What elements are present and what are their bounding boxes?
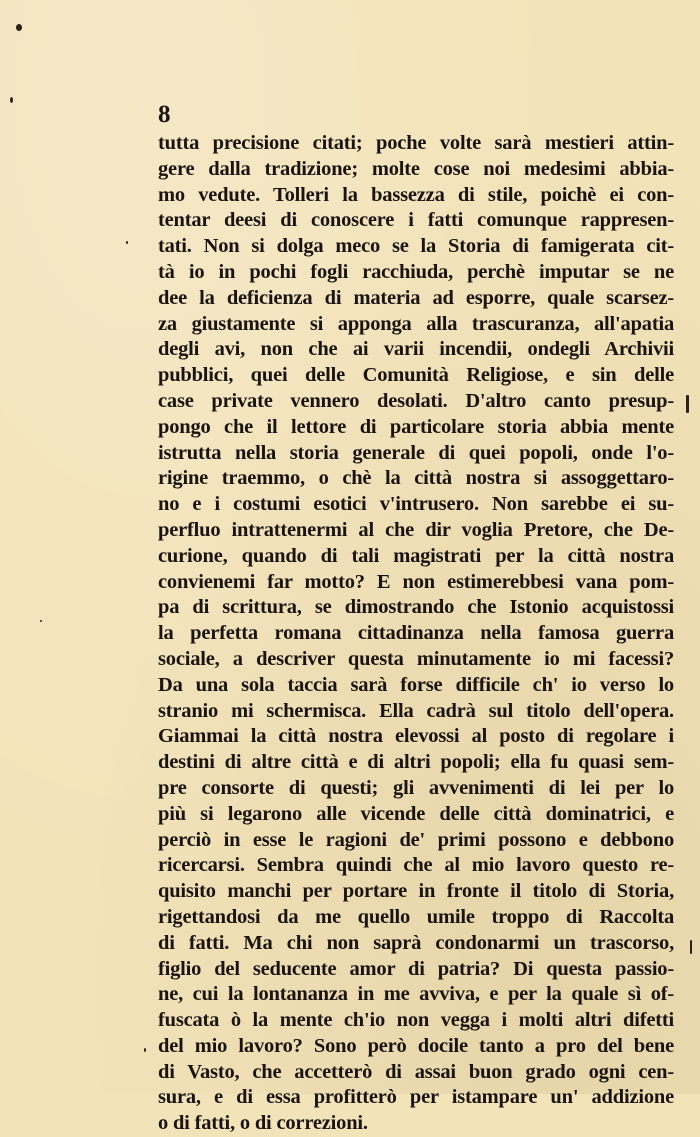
scan-speck bbox=[686, 395, 689, 413]
text-line: Da una sola taccia sarà forse difficile ch' io verso lo bbox=[158, 673, 674, 696]
text-line: ne, cui la lontananza in me avviva, e per la quale sì of- bbox=[158, 983, 674, 1006]
text-line: perciò in esse le ragioni de' primi possono e debbono bbox=[158, 828, 674, 851]
text-line: di fatti. Ma chi non saprà condonarmi un trascorso, bbox=[158, 931, 674, 954]
text-line: quisito manchi per portare in fronte il titolo di Storia, bbox=[158, 880, 674, 903]
text-line: o di fatti, o di correzioni. bbox=[158, 1112, 368, 1135]
text-line: tutta precisione citati; poche volte sarà mestieri attin- bbox=[158, 132, 674, 154]
text-line: rigine traemmo, o chè la città nostra si assoggettaro- bbox=[158, 467, 674, 490]
text-line: tati. Non si dolga meco se la Storia di famigerata cit- bbox=[158, 235, 674, 258]
text-line: tentar deesi di conoscere i fatti comunque rappresen- bbox=[158, 209, 674, 232]
text-line: convienemi far motto? E non estimerebbesi vana pom- bbox=[158, 570, 674, 593]
text-line: tà io in pochi fogli racchiuda, perchè imputar se ne bbox=[158, 260, 674, 283]
scan-speck bbox=[40, 620, 42, 622]
text-line: istrutta nella storia generale di quei popoli, onde l'o- bbox=[158, 441, 674, 464]
text-line: dee la deficienza di materia ad esporre, quale scarsez- bbox=[158, 286, 674, 309]
text-line: Giammai la città nostra elevossi al posto di regolare i bbox=[158, 725, 674, 748]
text-line: no e i costumi esotici v'intrusero. Non sarebbe ei su- bbox=[158, 493, 674, 516]
text-line: rigettandosi da me quello umile troppo di Raccolta bbox=[158, 905, 674, 928]
scan-speck bbox=[126, 241, 128, 244]
text-line: più si legarono alle vicende delle città dominatrici, e bbox=[158, 802, 674, 825]
scan-speck bbox=[144, 1048, 146, 1052]
text-line: pubblici, quei delle Comunità Religiose, e sin delle bbox=[158, 364, 674, 387]
text-line: stranio mi schermisca. Ella cadrà sul titolo dell'opera. bbox=[158, 699, 674, 722]
text-line: di Vasto, che accetterò di assai buon grado ogni cen- bbox=[158, 1060, 674, 1083]
text-line: mo vedute. Tolleri la bassezza di stile, poichè ei con- bbox=[158, 183, 674, 206]
text-line: pa di scrittura, se dimostrando che Istonio acquistossi bbox=[158, 596, 674, 619]
text-line: figlio del seducente amor di patria? Di questa passio- bbox=[158, 957, 674, 980]
text-line: destini di altre città e di altri popoli; ella fu quasi sem- bbox=[158, 751, 674, 774]
text-line: sura, e di essa profitterò per istampare un' addizione bbox=[158, 1086, 674, 1109]
text-line: degli avi, non che ai varii incendii, ondegli Archivii bbox=[158, 338, 674, 361]
text-line: case private vennero desolati. D'altro canto presup- bbox=[158, 389, 674, 412]
page-number: 8 bbox=[158, 101, 171, 128]
text-line: sociale, a descriver questa minutamente io mi facessi? bbox=[158, 647, 674, 670]
scan-speck bbox=[10, 97, 13, 103]
scan-speck bbox=[16, 24, 22, 31]
text-line: perfluo intrattenermi al che dir voglia Pretore, che De- bbox=[158, 518, 674, 541]
text-line: za giustamente si apponga alla trascuranza, all'apatia bbox=[158, 312, 674, 335]
text-line: del mio lavoro? Sono però docile tanto a pro del bene bbox=[158, 1034, 674, 1057]
body-text bbox=[158, 131, 674, 1137]
text-line: ricercarsi. Sembra quindi che al mio lavoro questo re- bbox=[158, 854, 674, 877]
scan-speck bbox=[690, 940, 692, 954]
text-line: la perfetta romana cittadinanza nella famosa guerra bbox=[158, 622, 674, 645]
text-line: pre consorte di questi; gli avvenimenti di lei per lo bbox=[158, 776, 674, 799]
text-line: fuscata ò la mente ch'io non vegga i molti altri difetti bbox=[158, 1009, 674, 1032]
text-line: curione, quando di tali magistrati per la città nostra bbox=[158, 544, 674, 567]
text-line: gere dalla tradizione; molte cose noi medesimi abbia- bbox=[158, 157, 674, 180]
text-line: pongo che il lettore di particolare storia abbia mente bbox=[158, 415, 674, 438]
